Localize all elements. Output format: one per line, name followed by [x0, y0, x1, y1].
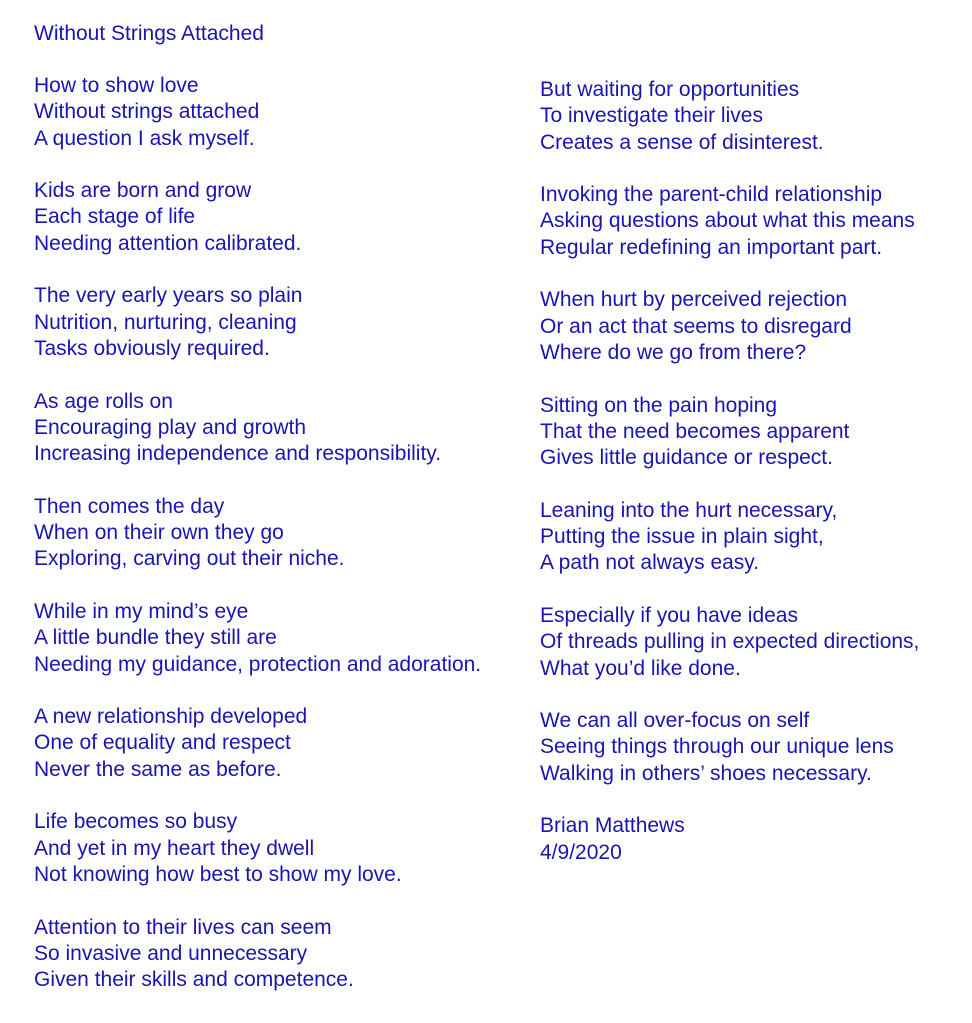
- poem-line: When hurt by perceived rejection: [540, 288, 847, 312]
- poem-line: Without strings attached: [34, 100, 260, 124]
- poem-line: Where do we go from there?: [540, 340, 807, 364]
- poem-line: Sitting on the pain hoping: [540, 393, 778, 417]
- stanza: [34, 809, 481, 888]
- stanza: [34, 494, 481, 573]
- poem-line: What you’d like done.: [540, 656, 741, 680]
- author-name: Brian Matthews: [540, 814, 685, 838]
- poem-line: A path not always easy.: [540, 551, 760, 575]
- poem-line: Kids are born and grow: [34, 179, 252, 203]
- poem-line: Regular redefining an important part.: [540, 235, 883, 259]
- stanza: [540, 393, 919, 472]
- poem-line: So invasive and unnecessary: [34, 941, 308, 965]
- poem-line: Increasing independence and responsibility.: [34, 442, 442, 466]
- poem-line: Of threads pulling in expected directions,: [540, 630, 920, 654]
- poem-line: Then comes the day: [34, 494, 225, 518]
- signature: [540, 813, 919, 866]
- stanza: [34, 599, 481, 678]
- poem-line: Leaning into the hurt necessary,: [540, 498, 838, 522]
- poem-line: Or an act that seems to disregard: [540, 314, 852, 338]
- stanza: [540, 498, 919, 577]
- stanza: [34, 704, 481, 783]
- poem-line: To investigate their lives: [540, 104, 763, 128]
- poem-line: Creates a sense of disinterest.: [540, 130, 824, 154]
- poem-line: Given their skills and competence.: [34, 968, 354, 992]
- poem-line: Tasks obviously required.: [34, 336, 270, 360]
- poem-line: Especially if you have ideas: [540, 603, 798, 627]
- poem-line: One of equality and respect: [34, 731, 291, 755]
- poem-line: Each stage of life: [34, 205, 196, 229]
- poem-line: Invoking the parent-child relationship: [540, 183, 883, 207]
- poem-line: The very early years so plain: [34, 284, 303, 308]
- poem-line: Exploring, carving out their niche.: [34, 547, 345, 571]
- poem-line: That the need becomes apparent: [540, 419, 850, 443]
- stanza: [540, 287, 919, 366]
- poem-line: As age rolls on: [34, 389, 173, 413]
- poem-line: But waiting for opportunities: [540, 78, 800, 101]
- poem-line: Encouraging play and growth: [34, 415, 307, 439]
- stanza: [540, 708, 919, 787]
- stanza: [540, 77, 919, 156]
- stanza: [540, 182, 919, 261]
- poem-date: 4/9/2020: [540, 840, 622, 864]
- stanza: [34, 915, 481, 994]
- stanza: [34, 178, 481, 257]
- stanza: [34, 73, 481, 152]
- poem-line: When on their own they go: [34, 521, 284, 545]
- poem-line: Life becomes so busy: [34, 810, 238, 834]
- stanza: [34, 389, 481, 468]
- poem-line: Putting the issue in plain sight,: [540, 525, 824, 549]
- poem-title: Without Strings Attached: [34, 22, 264, 45]
- poem-line: And yet in my heart they dwell: [34, 836, 315, 860]
- poem-left-column: [34, 73, 481, 1020]
- poem-line: Nutrition, nurturing, cleaning: [34, 310, 297, 334]
- poem-right-column: [540, 77, 919, 892]
- poem-line: Attention to their lives can seem: [34, 915, 332, 939]
- poem-line: Asking questions about what this means: [540, 209, 915, 233]
- poem-line: A question I ask myself.: [34, 126, 255, 150]
- poem-line: Seeing things through our unique lens: [540, 735, 894, 759]
- poem-line: Not knowing how best to show my love.: [34, 862, 402, 886]
- poem-line: A new relationship developed: [34, 705, 308, 729]
- stanza: [34, 283, 481, 362]
- poem-line: How to show love: [34, 74, 199, 97]
- poem-line: Needing my guidance, protection and adoration.: [34, 652, 482, 676]
- poem-line: Walking in others’ shoes necessary.: [540, 761, 872, 785]
- poem-line: While in my mind’s eye: [34, 599, 249, 623]
- poem-line: Gives little guidance or respect.: [540, 446, 833, 470]
- poem-line: Needing attention calibrated.: [34, 231, 302, 255]
- poem-line: Never the same as before.: [34, 757, 282, 781]
- poem-line: We can all over-focus on self: [540, 709, 810, 733]
- poem-line: A little bundle they still are: [34, 626, 277, 650]
- stanza: [540, 603, 919, 682]
